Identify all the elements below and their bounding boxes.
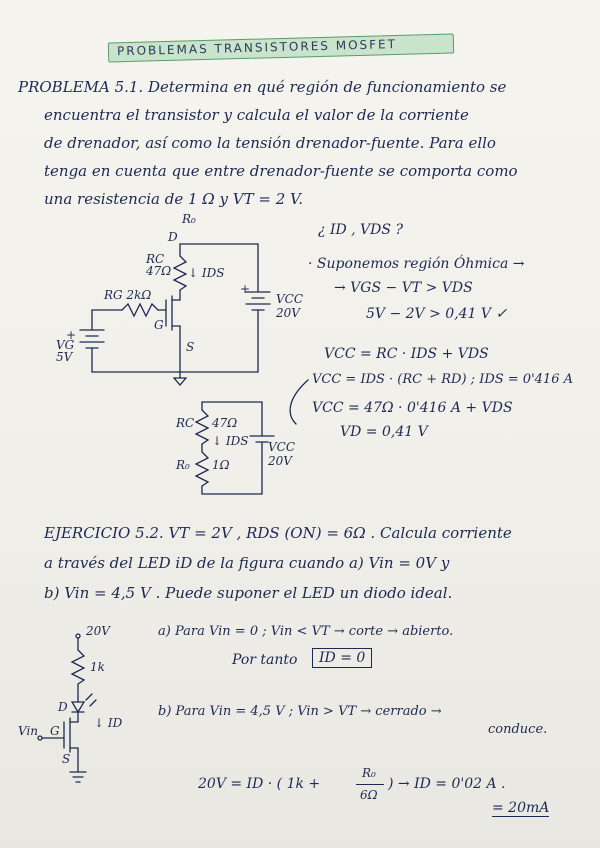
part-b-frac-top: R₀ <box>362 766 376 780</box>
c2-s-label: S <box>62 752 71 766</box>
c1-rg-label: RG 2kΩ <box>104 288 152 302</box>
part-b-label-2: conduce. <box>488 722 548 737</box>
c2-g-label: G <box>50 724 60 738</box>
c1-s-label: S <box>186 340 195 354</box>
part-b-eq-left: 20V = ID · ( 1k + <box>198 776 321 792</box>
question: ¿ ID , VDS ? <box>318 222 403 238</box>
c2-vin-label: Vin <box>18 724 39 738</box>
problem1-line-2: encuentra el transistor y calcula el valor de la corriente <box>44 106 469 124</box>
fraction-bar <box>356 784 384 785</box>
eq-ro-label: R₀ <box>176 458 190 472</box>
solution-line-1: · Suponemos región Óhmica → <box>308 256 525 272</box>
c1-rc-value: 47Ω <box>146 264 172 278</box>
c1-rc-label: RC <box>146 252 165 266</box>
part-b-eq-right: ) → ID = 0'02 A . <box>388 776 506 792</box>
eq-vcc-value: 20V <box>268 454 292 468</box>
part-b-frac-bot: 6Ω <box>360 788 378 802</box>
c1-vg-value: 5V <box>56 350 73 364</box>
page-title: PROBLEMAS TRANSISTORES MOSFET <box>116 36 398 59</box>
eq-vcc-label: VCC <box>268 440 296 454</box>
eq-rc-label: RC <box>176 416 195 430</box>
part-a-sub: Por tanto <box>232 652 298 668</box>
c1-vg-plus: + <box>66 328 77 342</box>
c2-r1k-label: 1k <box>90 660 105 674</box>
problem2-line-3: b) Vin = 4,5 V . Puede suponer el LED un diodo ideal. <box>44 584 453 602</box>
c1-ids-label: ↓ IDS <box>188 266 225 280</box>
c2-d-label: D <box>58 700 68 714</box>
problem1-line-3: de drenador, así como la tensión drenador-fuente. Para ello <box>44 134 496 152</box>
part-a-label: a) Para Vin = 0 ; Vin < VT → corte → abierto. <box>158 624 454 639</box>
c1-vcc-label: VCC <box>276 292 304 306</box>
c2-id-label: ↓ ID <box>94 716 123 730</box>
eq-rc-value: 47Ω <box>212 416 238 430</box>
solution-line-3: 5V − 2V > 0,41 V ✓ <box>366 306 508 322</box>
c1-g-label: G <box>154 318 164 332</box>
c2-v20-label: 20V <box>86 624 110 638</box>
solution-line-5: VCC = IDS · (RC + RD) ; IDS = 0'416 A <box>312 372 573 387</box>
solution-line-2: → VGS − VT > VDS <box>334 280 473 296</box>
part-a-result: ID = 0 <box>312 648 372 668</box>
problem1-line-5: una resistencia de 1 Ω y VT = 2 V. <box>44 190 303 208</box>
ro-label: R₀ <box>182 212 196 226</box>
eq-ro-value: 1Ω <box>212 458 230 472</box>
c1-vcc-plus: + <box>240 282 251 296</box>
solution-line-6: VCC = 47Ω · 0'416 A + VDS <box>312 400 513 416</box>
solution-line-7: VD = 0,41 V <box>340 424 428 440</box>
c1-vg-label: VG <box>56 338 75 352</box>
part-b-label: b) Para Vin = 4,5 V ; Vin > VT → cerrado → <box>158 704 442 719</box>
c1-vcc-value: 20V <box>276 306 300 320</box>
problem1-line-1: PROBLEMA 5.1. Determina en qué región de funcionamiento se <box>18 78 507 96</box>
problem2-line-1: EJERCICIO 5.2. VT = 2V , RDS (ON) = 6Ω . Calcula corriente <box>44 524 512 542</box>
solution-line-4: VCC = RC · IDS + VDS <box>324 346 489 362</box>
problem2-line-2: a través del LED iD de la figura cuando a) Vin = 0V y <box>44 554 450 572</box>
problem1-line-4: tenga en cuenta que entre drenador-fuente se comporta como <box>44 162 518 180</box>
part-b-result: = 20mA <box>492 800 550 816</box>
c1-d-label: D <box>168 230 178 244</box>
eq-ids-label: ↓ IDS <box>212 434 249 448</box>
